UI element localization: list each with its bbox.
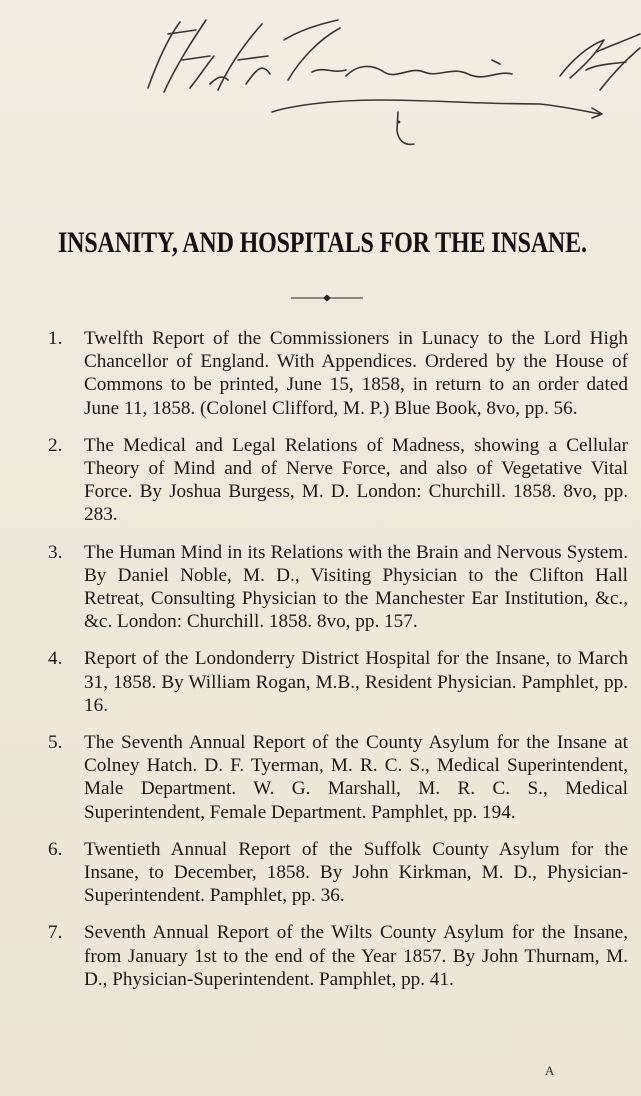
entry-text: Twelfth Report of the Commissioners in Lunacy to the Lord High Chancellor of England. With Appendices. Ordered by the House of Commons to be printed, June 15, 1858, in return to an order dated June 11, 1858. (Colonel Clifford, M. P.) Blue Book, 8vo, pp. 56. — [84, 328, 628, 419]
page-title: INSANITY, AND HOSPITALS FOR THE INSANE. — [58, 226, 587, 259]
entry-text: Twentieth Annual Report of the Suffolk County Asylum for the Insane, to December, 1858. By John Kirkman, M. D., Physician-Superintendent. Pamphlet, pp. 36. — [84, 838, 628, 907]
list-item — [48, 647, 628, 717]
entry-number: 6. — [48, 838, 63, 860]
entry-number: 7. — [48, 922, 63, 944]
entry-text: The Seventh Annual Report of the County Asylum for the Insane at Colney Hatch. D. F. Tyerman, M. R. C. S., Medical Superintendent, Male Department. W. G. Marshall, M. R. C. S., Medical Superintendent, Female Department. Pamphlet, pp. 194. — [84, 732, 628, 823]
entry-number: 5. — [48, 732, 63, 754]
list-item — [48, 921, 628, 991]
list-item — [48, 434, 628, 527]
entry-number: 2. — [48, 434, 63, 456]
entry-text: Report of the Londonderry District Hospital for the Insane, to March 31, 1858. By William Rogan, M.B., Resident Physician. Pamphlet, pp. 16. — [84, 648, 628, 716]
entry-number: 1. — [48, 328, 63, 349]
entry-text: The Human Mind in its Relations with the Brain and Nervous System. By Daniel Noble, M. D., Visiting Physician to the Clifton Hall Retreat, Consulting Physician to the Manchester Ear Institution, &c., &c. London: Churchill. 1858. 8vo, pp. 157. — [84, 541, 628, 633]
bibliography-list — [48, 327, 628, 1005]
entry-text: Seventh Annual Report of the Wilts County Asylum for the Insane, from January 1st to the end of the Year 1857. By John Thurnam, M. D., Physician-Superintendent. Pamphlet, pp. 41. — [84, 922, 628, 990]
handwriting-scribble-icon — [0, 0, 641, 160]
diamond-rule-icon — [291, 294, 363, 302]
signature-mark: A — [545, 1063, 556, 1078]
list-item — [48, 327, 628, 420]
list-item — [48, 838, 628, 908]
list-item — [48, 541, 628, 634]
entry-number: 3. — [48, 541, 63, 563]
entry-number: 4. — [48, 648, 63, 670]
list-item — [48, 731, 628, 824]
entry-text: The Medical and Legal Relations of Madness, showing a Cellular Theory of Mind and of Nerve Force, and also of Vegetative Vital Force. By Joshua Burgess, M. D. London: Churchill. 1858. 8vo, pp. 283. — [84, 434, 628, 526]
handwritten-inscription — [0, 0, 641, 160]
